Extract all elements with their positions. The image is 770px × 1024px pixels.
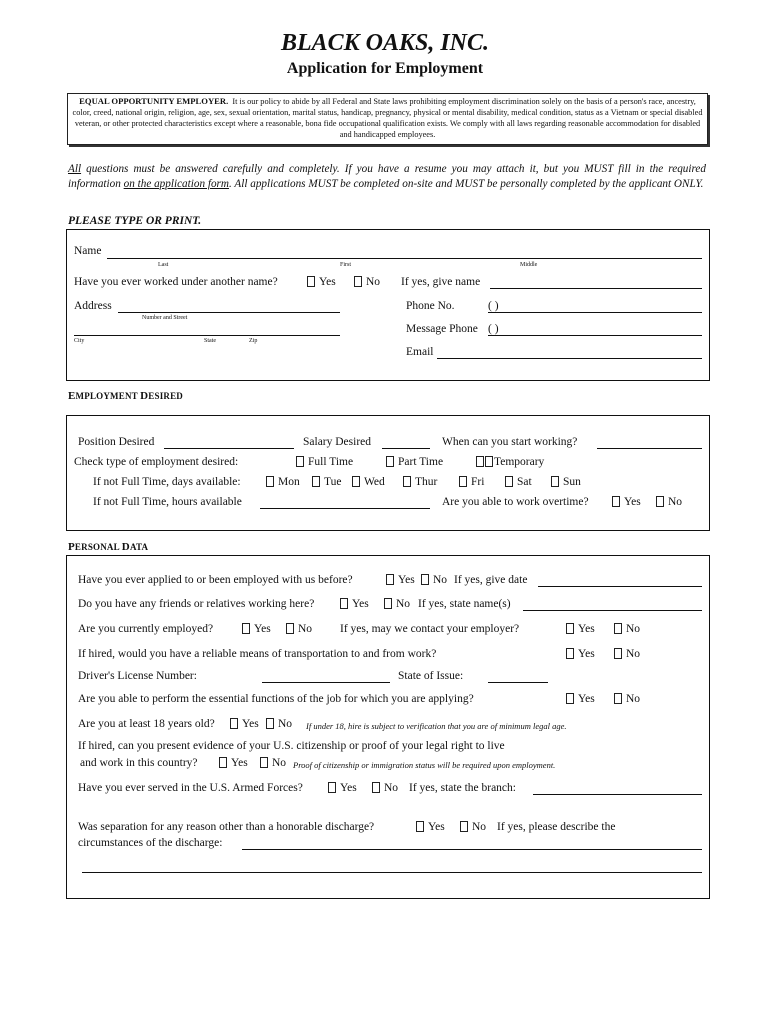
checkbox-icon — [551, 476, 559, 487]
yes-label: Yes — [398, 574, 415, 586]
yes-label: Yes — [231, 757, 248, 769]
transportation-yes[interactable] — [566, 648, 595, 660]
start-date-label: When can you start working? — [442, 436, 578, 448]
checkbox-icon — [266, 718, 274, 729]
other-name-yes[interactable] — [307, 276, 336, 288]
no-label: No — [366, 276, 381, 288]
eeo-heading: EQUAL OPPORTUNITY EMPLOYER. — [79, 96, 229, 106]
currently-employed-question: Are you currently employed? — [78, 623, 214, 635]
contact-employer-question: If yes, may we contact your employer? — [340, 623, 520, 635]
instructions — [68, 162, 706, 191]
relatives-names-field[interactable] — [523, 610, 702, 611]
relatives-names-label: If yes, state name(s) — [418, 598, 511, 610]
other-name-field[interactable] — [490, 288, 702, 289]
contact-employer-no[interactable] — [614, 623, 640, 635]
no-label: No — [626, 648, 641, 660]
checkbox-icon — [230, 718, 238, 729]
checkbox-icon — [403, 476, 411, 487]
no-label: No — [384, 782, 399, 794]
part-time-option[interactable] — [386, 456, 443, 468]
yes-label: Yes — [578, 623, 595, 635]
address-city-field[interactable] — [74, 335, 340, 336]
no-label: No — [433, 574, 448, 586]
no-label: No — [472, 821, 487, 833]
name-field[interactable] — [107, 258, 702, 259]
checkbox-icon — [566, 693, 574, 704]
yes-label: Yes — [352, 598, 369, 610]
citizenship-no[interactable] — [260, 757, 286, 769]
position-field[interactable] — [164, 448, 294, 449]
overtime-question: Are you able to work overtime? — [442, 496, 589, 508]
checkbox-icon — [328, 782, 336, 793]
essential-functions-no[interactable] — [614, 693, 640, 705]
checkbox-icon — [566, 648, 574, 659]
applied-before-question: Have you ever applied to or been employed with us before? — [78, 574, 353, 586]
checkbox-icon — [286, 623, 294, 634]
citizenship-question-line2: and work in this country? — [80, 757, 198, 769]
address-street-field[interactable] — [118, 312, 340, 313]
hours-available-field[interactable] — [260, 508, 430, 509]
day-fri[interactable] — [459, 476, 484, 488]
phone-area: ( ) — [488, 300, 499, 312]
address-label: Address — [74, 300, 112, 312]
checkbox-icon — [505, 476, 513, 487]
essential-functions-question: Are you able to perform the essential functions of the job for which you are applying? — [78, 693, 474, 705]
day-label: Mon — [278, 476, 300, 488]
checkbox-icon — [614, 648, 622, 659]
discharge-no[interactable] — [460, 821, 486, 833]
full-time-label: Full Time — [308, 456, 354, 468]
armed-forces-branch-field[interactable] — [533, 794, 702, 795]
contact-employer-yes[interactable] — [566, 623, 595, 635]
street-caption: Number and Street — [142, 315, 188, 321]
checkbox-icon — [242, 623, 250, 634]
instructions-underlined: on the application form — [123, 177, 229, 190]
no-label: No — [272, 757, 287, 769]
checkbox-icon — [384, 598, 392, 609]
instructions-part1: questions must be answered carefully and completely. If you have a resume you may attach it, but you MUST fill in the required information — [68, 163, 706, 190]
checkbox-icon — [460, 821, 468, 832]
message-phone-area: ( ) — [488, 323, 499, 335]
day-label: Thur — [415, 476, 438, 488]
checkbox-icon — [219, 757, 227, 768]
currently-employed-no[interactable] — [286, 623, 312, 635]
age-no[interactable] — [266, 718, 292, 730]
state-caption: State — [204, 338, 216, 344]
phone-label: Phone No. — [406, 300, 455, 312]
instructions-all: All — [68, 163, 82, 175]
company-title: BLACK OAKS, INC. — [280, 30, 490, 56]
part-time-label: Part Time — [398, 456, 444, 468]
day-mon[interactable] — [266, 476, 300, 488]
day-label: Sun — [563, 476, 581, 488]
salary-field[interactable] — [382, 448, 430, 449]
message-phone-field[interactable] — [488, 335, 702, 336]
discharge-question: Was separation for any reason other than a honorable discharge? — [78, 821, 375, 833]
discharge-describe-label: If yes, please describe the — [497, 821, 616, 833]
applied-before-no[interactable] — [421, 574, 447, 586]
checkbox-icon — [296, 456, 304, 467]
checkbox-icon — [656, 496, 664, 507]
checkbox-icon — [614, 693, 622, 704]
name-middle-caption: Middle — [520, 262, 538, 268]
checkbox-icon — [476, 456, 484, 467]
eeo-notice — [67, 93, 708, 145]
armed-forces-no[interactable] — [372, 782, 398, 794]
license-number-label: Driver's License Number: — [78, 670, 197, 682]
email-label: Email — [406, 346, 434, 358]
hours-available-label: If not Full Time, hours available — [93, 496, 242, 508]
yes-label: Yes — [254, 623, 271, 635]
no-label: No — [668, 496, 683, 508]
checkbox-icon — [566, 623, 574, 634]
no-label: No — [396, 598, 411, 610]
email-field[interactable] — [437, 358, 702, 359]
no-label: No — [278, 718, 293, 730]
yes-label: Yes — [578, 648, 595, 660]
zip-caption: Zip — [249, 338, 258, 344]
checkbox-icon — [266, 476, 274, 487]
day-label: Tue — [324, 476, 342, 488]
name-label: Name — [74, 245, 102, 257]
overtime-no[interactable] — [656, 496, 682, 508]
age-note: If under 18, hire is subject to verification that you are of minimum legal age. — [306, 721, 567, 731]
day-sat[interactable] — [505, 476, 532, 488]
employment-type-label: Check type of employment desired: — [74, 456, 239, 468]
start-date-field[interactable] — [597, 448, 702, 449]
please-type-heading: PLEASE TYPE OR PRINT. — [68, 215, 202, 227]
personal-data-heading: PERSONAL DATA — [68, 541, 149, 553]
full-time-option[interactable] — [296, 456, 353, 468]
day-thur[interactable] — [403, 476, 437, 488]
discharge-yes[interactable] — [416, 821, 445, 833]
checkbox-icon — [307, 276, 315, 287]
armed-forces-yes[interactable] — [328, 782, 357, 794]
yes-label: Yes — [624, 496, 641, 508]
yes-label: Yes — [428, 821, 445, 833]
discharge-circumstances-field[interactable] — [242, 849, 702, 850]
message-phone-label: Message Phone — [406, 323, 478, 335]
checkbox-icon — [416, 821, 424, 832]
position-label: Position Desired — [78, 436, 155, 448]
no-label: No — [626, 623, 641, 635]
relatives-yes[interactable] — [340, 598, 369, 610]
overtime-yes[interactable] — [612, 496, 641, 508]
checkbox-icon — [260, 757, 268, 768]
day-sun[interactable] — [551, 476, 581, 488]
citizenship-question-line1: If hired, can you present evidence of your U.S. citizenship or proof of your legal right to live — [78, 740, 505, 752]
discharge-circumstances-field-2[interactable] — [82, 872, 702, 873]
day-label: Sat — [517, 476, 532, 488]
days-available-label: If not Full Time, days available: — [93, 476, 241, 488]
yes-label: Yes — [340, 782, 357, 794]
license-state-label: State of Issue: — [398, 670, 464, 682]
checkbox-icon — [459, 476, 467, 487]
checkbox-icon — [386, 574, 394, 585]
applied-before-date-field[interactable] — [538, 586, 702, 587]
checkbox-icon — [485, 456, 493, 467]
age-yes[interactable] — [230, 718, 259, 730]
eeo-text: It is our policy to abide by all Federal and State laws prohibiting employment discrimination solely on the basis of a person's race, ancestry, color, creed, national origin, religion, age, sex, sexual orientation, marital status, handicap, pregnancy, physical or mental disability, medical condition, status as a Vietnam or special disabled veteran, or other protected characteristics except where a reasonable, bona fide occupational qualification exists. We comply with all laws regarding reasonable accommodation for disabled and handicapped employees. — [72, 97, 703, 139]
armed-forces-question: Have you ever served in the U.S. Armed Forces? — [78, 782, 303, 794]
armed-forces-branch-label: If yes, state the branch: — [409, 782, 516, 794]
transportation-no[interactable] — [614, 648, 640, 660]
employment-box — [66, 415, 710, 531]
other-name-question: Have you ever worked under another name? — [74, 276, 278, 288]
citizenship-yes[interactable] — [219, 757, 248, 769]
checkbox-icon — [614, 623, 622, 634]
checkbox-icon — [386, 456, 394, 467]
transportation-question: If hired, would you have a reliable means of transportation to and from work? — [78, 648, 437, 660]
temporary-option[interactable] — [476, 456, 544, 468]
name-first-caption: First — [340, 262, 352, 268]
temporary-label: Temporary — [494, 456, 545, 468]
form-subtitle: Application for Employment — [286, 60, 484, 77]
license-number-field[interactable] — [262, 682, 390, 683]
other-name-label: If yes, give name — [401, 276, 481, 288]
discharge-circumstances-label: circumstances of the discharge: — [78, 837, 223, 849]
checkbox-icon — [340, 598, 348, 609]
employment-desired-heading: EMPLOYMENT DESIRED — [68, 390, 184, 402]
checkbox-icon — [372, 782, 380, 793]
applied-before-yes[interactable] — [386, 574, 415, 586]
instructions-part2: . All applications MUST be completed on-site and MUST be personally completed by the applicant ONLY. — [228, 177, 704, 190]
relatives-question: Do you have any friends or relatives working here? — [78, 598, 315, 610]
salary-label: Salary Desired — [303, 436, 372, 448]
name-last-caption: Last — [158, 262, 169, 268]
checkbox-icon — [312, 476, 320, 487]
yes-label: Yes — [242, 718, 259, 730]
relatives-no[interactable] — [384, 598, 410, 610]
yes-label: Yes — [319, 276, 336, 288]
day-wed[interactable] — [352, 476, 385, 488]
checkbox-icon — [421, 574, 429, 585]
checkbox-icon — [612, 496, 620, 507]
age-question: Are you at least 18 years old? — [78, 718, 215, 730]
no-label: No — [626, 693, 641, 705]
yes-label: Yes — [578, 693, 595, 705]
essential-functions-yes[interactable] — [566, 693, 595, 705]
currently-employed-yes[interactable] — [242, 623, 271, 635]
day-label: Fri — [471, 476, 485, 488]
city-caption: City — [74, 338, 85, 344]
day-label: Wed — [364, 476, 385, 488]
license-state-field[interactable] — [488, 682, 548, 683]
applied-before-date-label: If yes, give date — [454, 574, 528, 586]
citizenship-note: Proof of citizenship or immigration status will be required upon employment. — [293, 760, 556, 770]
day-tue[interactable] — [312, 476, 341, 488]
phone-field[interactable] — [488, 312, 702, 313]
other-name-no[interactable] — [354, 276, 380, 288]
checkbox-icon — [354, 276, 362, 287]
checkbox-icon — [352, 476, 360, 487]
no-label: No — [298, 623, 313, 635]
